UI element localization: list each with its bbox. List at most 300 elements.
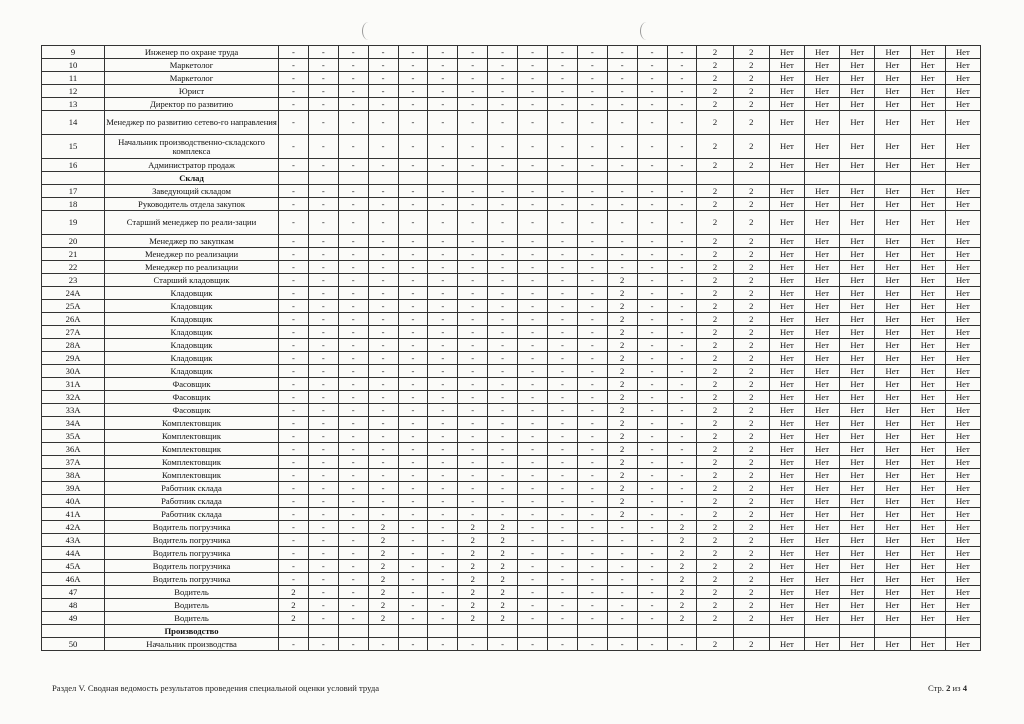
- value-cell: Нет: [945, 469, 980, 482]
- value-cell: -: [547, 547, 577, 560]
- value-cell: Нет: [840, 185, 875, 198]
- value-cell: Нет: [769, 326, 804, 339]
- value-cell: Нет: [875, 339, 910, 352]
- value-cell: -: [428, 430, 458, 443]
- value-cell: -: [398, 59, 428, 72]
- table-row: [42, 573, 981, 586]
- value-cell: -: [637, 326, 667, 339]
- value-cell: 2: [458, 521, 488, 534]
- value-cell: Нет: [875, 547, 910, 560]
- value-cell: Нет: [875, 495, 910, 508]
- value-cell: 2: [368, 599, 398, 612]
- value-cell: -: [637, 185, 667, 198]
- value-cell: -: [667, 417, 697, 430]
- section-empty-cell: [488, 625, 518, 638]
- value-cell: -: [607, 98, 637, 111]
- table-row: [42, 430, 981, 443]
- value-cell: -: [488, 185, 518, 198]
- value-cell: -: [518, 198, 548, 211]
- value-cell: -: [398, 46, 428, 59]
- section-empty-cell: [840, 172, 875, 185]
- value-cell: -: [338, 638, 368, 651]
- value-cell: Нет: [804, 72, 839, 85]
- value-cell: -: [338, 72, 368, 85]
- job-title: Директор по развитию: [105, 98, 279, 111]
- value-cell: -: [547, 508, 577, 521]
- value-cell: Нет: [875, 391, 910, 404]
- value-cell: -: [368, 287, 398, 300]
- value-cell: -: [398, 198, 428, 211]
- value-cell: 2: [697, 547, 733, 560]
- value-cell: Нет: [875, 235, 910, 248]
- row-number: 16: [42, 159, 105, 172]
- value-cell: -: [278, 547, 308, 560]
- value-cell: -: [667, 300, 697, 313]
- value-cell: -: [308, 378, 338, 391]
- row-number: 10: [42, 59, 105, 72]
- value-cell: -: [428, 98, 458, 111]
- value-cell: -: [278, 159, 308, 172]
- value-cell: 2: [733, 365, 769, 378]
- value-cell: -: [547, 404, 577, 417]
- value-cell: Нет: [945, 638, 980, 651]
- value-cell: -: [667, 85, 697, 98]
- value-cell: -: [338, 417, 368, 430]
- value-cell: 2: [697, 534, 733, 547]
- value-cell: Нет: [875, 111, 910, 135]
- section-empty-cell: [733, 172, 769, 185]
- job-title: Водитель: [105, 612, 279, 625]
- value-cell: -: [488, 261, 518, 274]
- value-cell: -: [308, 339, 338, 352]
- row-number: 44А: [42, 547, 105, 560]
- value-cell: Нет: [945, 586, 980, 599]
- value-cell: 2: [733, 111, 769, 135]
- row-number: 21: [42, 248, 105, 261]
- value-cell: -: [518, 98, 548, 111]
- value-cell: -: [428, 586, 458, 599]
- row-number: 19: [42, 211, 105, 235]
- value-cell: Нет: [769, 185, 804, 198]
- value-cell: -: [607, 159, 637, 172]
- value-cell: -: [518, 72, 548, 85]
- value-cell: Нет: [910, 85, 945, 98]
- row-number: 27А: [42, 326, 105, 339]
- value-cell: -: [577, 300, 607, 313]
- value-cell: Нет: [769, 46, 804, 59]
- value-cell: -: [547, 300, 577, 313]
- value-cell: -: [547, 352, 577, 365]
- value-cell: -: [428, 111, 458, 135]
- value-cell: -: [428, 638, 458, 651]
- value-cell: 2: [697, 274, 733, 287]
- value-cell: Нет: [840, 612, 875, 625]
- value-cell: -: [398, 456, 428, 469]
- value-cell: -: [637, 378, 667, 391]
- value-cell: 2: [733, 521, 769, 534]
- value-cell: -: [428, 313, 458, 326]
- value-cell: Нет: [804, 46, 839, 59]
- value-cell: 2: [458, 599, 488, 612]
- section-title: Склад: [105, 172, 279, 185]
- table-row: [42, 46, 981, 59]
- value-cell: -: [278, 274, 308, 287]
- value-cell: -: [278, 300, 308, 313]
- value-cell: -: [308, 248, 338, 261]
- section-empty-cell: [458, 625, 488, 638]
- value-cell: -: [488, 198, 518, 211]
- value-cell: -: [577, 586, 607, 599]
- value-cell: -: [368, 185, 398, 198]
- value-cell: Нет: [945, 339, 980, 352]
- value-cell: -: [637, 560, 667, 573]
- value-cell: -: [278, 365, 308, 378]
- value-cell: -: [338, 534, 368, 547]
- value-cell: -: [338, 339, 368, 352]
- value-cell: -: [398, 248, 428, 261]
- value-cell: Нет: [840, 111, 875, 135]
- value-cell: Нет: [840, 391, 875, 404]
- value-cell: 2: [607, 404, 637, 417]
- value-cell: -: [637, 365, 667, 378]
- value-cell: 2: [733, 586, 769, 599]
- value-cell: -: [368, 98, 398, 111]
- value-cell: 2: [368, 534, 398, 547]
- value-cell: 2: [458, 534, 488, 547]
- value-cell: Нет: [804, 274, 839, 287]
- value-cell: Нет: [945, 248, 980, 261]
- value-cell: -: [488, 469, 518, 482]
- value-cell: -: [308, 72, 338, 85]
- value-cell: Нет: [945, 521, 980, 534]
- value-cell: -: [458, 135, 488, 159]
- job-title: Маркетолог: [105, 59, 279, 72]
- job-title: Кладовщик: [105, 300, 279, 313]
- value-cell: -: [428, 508, 458, 521]
- section-empty-cell: [637, 625, 667, 638]
- job-title: Водитель погрузчика: [105, 560, 279, 573]
- job-title: Маркетолог: [105, 72, 279, 85]
- value-cell: -: [547, 235, 577, 248]
- value-cell: -: [667, 638, 697, 651]
- value-cell: Нет: [804, 339, 839, 352]
- value-cell: Нет: [769, 339, 804, 352]
- value-cell: 2: [697, 638, 733, 651]
- value-cell: -: [278, 495, 308, 508]
- value-cell: 2: [733, 495, 769, 508]
- value-cell: 2: [733, 508, 769, 521]
- value-cell: -: [308, 198, 338, 211]
- section-empty-cell: [769, 172, 804, 185]
- value-cell: Нет: [945, 430, 980, 443]
- row-number: 28А: [42, 339, 105, 352]
- value-cell: -: [338, 198, 368, 211]
- value-cell: -: [488, 352, 518, 365]
- value-cell: -: [488, 59, 518, 72]
- value-cell: -: [518, 185, 548, 198]
- value-cell: -: [368, 159, 398, 172]
- section-number-cell: [42, 625, 105, 638]
- value-cell: Нет: [910, 135, 945, 159]
- value-cell: -: [577, 261, 607, 274]
- row-number: 50: [42, 638, 105, 651]
- job-title: Комплектовщик: [105, 456, 279, 469]
- value-cell: Нет: [769, 378, 804, 391]
- value-cell: -: [518, 508, 548, 521]
- value-cell: -: [667, 508, 697, 521]
- value-cell: Нет: [875, 443, 910, 456]
- value-cell: -: [577, 326, 607, 339]
- value-cell: 2: [733, 198, 769, 211]
- value-cell: -: [368, 508, 398, 521]
- value-cell: -: [458, 300, 488, 313]
- value-cell: -: [547, 521, 577, 534]
- value-cell: Нет: [840, 274, 875, 287]
- value-cell: -: [398, 534, 428, 547]
- value-cell: -: [607, 85, 637, 98]
- value-cell: -: [577, 482, 607, 495]
- row-number: 36А: [42, 443, 105, 456]
- value-cell: 2: [733, 326, 769, 339]
- value-cell: 2: [697, 185, 733, 198]
- value-cell: Нет: [804, 111, 839, 135]
- job-title: Руководитель отдела закупок: [105, 198, 279, 211]
- value-cell: -: [577, 339, 607, 352]
- value-cell: Нет: [875, 417, 910, 430]
- value-cell: Нет: [875, 430, 910, 443]
- value-cell: -: [338, 573, 368, 586]
- value-cell: -: [338, 599, 368, 612]
- value-cell: -: [518, 85, 548, 98]
- value-cell: -: [667, 98, 697, 111]
- value-cell: 2: [733, 313, 769, 326]
- value-cell: -: [577, 638, 607, 651]
- job-title: Заведующий складом: [105, 185, 279, 198]
- value-cell: -: [428, 59, 458, 72]
- section-empty-cell: [769, 625, 804, 638]
- value-cell: -: [667, 326, 697, 339]
- value-cell: Нет: [875, 599, 910, 612]
- value-cell: -: [338, 159, 368, 172]
- value-cell: 2: [488, 573, 518, 586]
- row-number: 18: [42, 198, 105, 211]
- value-cell: Нет: [769, 391, 804, 404]
- value-cell: -: [577, 235, 607, 248]
- value-cell: Нет: [910, 521, 945, 534]
- job-title: Инженер по охране труда: [105, 46, 279, 59]
- value-cell: -: [428, 287, 458, 300]
- value-cell: -: [488, 72, 518, 85]
- value-cell: Нет: [945, 404, 980, 417]
- value-cell: Нет: [769, 300, 804, 313]
- value-cell: -: [308, 521, 338, 534]
- value-cell: Нет: [875, 612, 910, 625]
- value-cell: Нет: [945, 508, 980, 521]
- value-cell: -: [308, 300, 338, 313]
- value-cell: Нет: [875, 469, 910, 482]
- value-cell: Нет: [945, 198, 980, 211]
- value-cell: 2: [368, 560, 398, 573]
- value-cell: -: [278, 211, 308, 235]
- value-cell: -: [488, 159, 518, 172]
- value-cell: 2: [733, 378, 769, 391]
- value-cell: -: [488, 391, 518, 404]
- value-cell: -: [637, 46, 667, 59]
- value-cell: -: [368, 235, 398, 248]
- value-cell: -: [518, 560, 548, 573]
- value-cell: -: [338, 586, 368, 599]
- value-cell: Нет: [910, 404, 945, 417]
- value-cell: -: [577, 521, 607, 534]
- section-empty-cell: [368, 625, 398, 638]
- value-cell: -: [428, 326, 458, 339]
- value-cell: Нет: [840, 573, 875, 586]
- value-cell: Нет: [910, 111, 945, 135]
- value-cell: 2: [697, 365, 733, 378]
- value-cell: -: [368, 59, 398, 72]
- value-cell: Нет: [804, 248, 839, 261]
- value-cell: -: [547, 248, 577, 261]
- value-cell: -: [458, 430, 488, 443]
- value-cell: Нет: [769, 495, 804, 508]
- value-cell: 2: [733, 135, 769, 159]
- value-cell: -: [278, 508, 308, 521]
- value-cell: -: [518, 495, 548, 508]
- row-number: 42А: [42, 521, 105, 534]
- value-cell: Нет: [875, 638, 910, 651]
- value-cell: -: [458, 378, 488, 391]
- value-cell: -: [368, 495, 398, 508]
- value-cell: -: [637, 482, 667, 495]
- value-cell: -: [338, 85, 368, 98]
- value-cell: Нет: [840, 638, 875, 651]
- value-cell: Нет: [945, 365, 980, 378]
- value-cell: 2: [697, 456, 733, 469]
- value-cell: -: [338, 352, 368, 365]
- value-cell: -: [518, 300, 548, 313]
- value-cell: -: [398, 261, 428, 274]
- value-cell: 2: [607, 430, 637, 443]
- value-cell: -: [368, 404, 398, 417]
- value-cell: -: [488, 235, 518, 248]
- table-row: [42, 547, 981, 560]
- value-cell: -: [338, 430, 368, 443]
- section-empty-cell: [338, 625, 368, 638]
- value-cell: 2: [733, 98, 769, 111]
- value-cell: -: [398, 72, 428, 85]
- table-row: [42, 495, 981, 508]
- value-cell: -: [607, 612, 637, 625]
- value-cell: Нет: [769, 313, 804, 326]
- value-cell: -: [428, 185, 458, 198]
- value-cell: Нет: [910, 573, 945, 586]
- value-cell: -: [518, 339, 548, 352]
- row-number: 49: [42, 612, 105, 625]
- value-cell: 2: [368, 547, 398, 560]
- value-cell: -: [338, 98, 368, 111]
- value-cell: Нет: [910, 300, 945, 313]
- value-cell: Нет: [875, 72, 910, 85]
- value-cell: 2: [697, 352, 733, 365]
- value-cell: -: [428, 261, 458, 274]
- value-cell: Нет: [945, 391, 980, 404]
- value-cell: 2: [697, 261, 733, 274]
- value-cell: -: [458, 274, 488, 287]
- value-cell: 2: [667, 521, 697, 534]
- value-cell: Нет: [840, 560, 875, 573]
- value-cell: -: [368, 430, 398, 443]
- value-cell: -: [488, 326, 518, 339]
- value-cell: -: [547, 417, 577, 430]
- value-cell: -: [458, 339, 488, 352]
- value-cell: -: [308, 586, 338, 599]
- value-cell: Нет: [910, 313, 945, 326]
- value-cell: Нет: [945, 85, 980, 98]
- value-cell: Нет: [769, 59, 804, 72]
- value-cell: -: [458, 638, 488, 651]
- value-cell: -: [428, 198, 458, 211]
- value-cell: -: [278, 534, 308, 547]
- value-cell: 2: [697, 430, 733, 443]
- value-cell: -: [458, 211, 488, 235]
- value-cell: 2: [488, 560, 518, 573]
- value-cell: -: [428, 534, 458, 547]
- table-row: [42, 560, 981, 573]
- value-cell: Нет: [840, 456, 875, 469]
- value-cell: -: [518, 456, 548, 469]
- value-cell: -: [488, 365, 518, 378]
- value-cell: Нет: [804, 313, 839, 326]
- value-cell: Нет: [804, 391, 839, 404]
- value-cell: Нет: [769, 482, 804, 495]
- value-cell: -: [428, 404, 458, 417]
- value-cell: -: [667, 430, 697, 443]
- value-cell: Нет: [804, 638, 839, 651]
- value-cell: Нет: [840, 339, 875, 352]
- value-cell: Нет: [769, 287, 804, 300]
- job-title: Комплектовщик: [105, 443, 279, 456]
- value-cell: 2: [733, 443, 769, 456]
- value-cell: 2: [697, 326, 733, 339]
- value-cell: Нет: [769, 521, 804, 534]
- value-cell: Нет: [804, 482, 839, 495]
- job-title: Менеджер по реализации: [105, 261, 279, 274]
- value-cell: -: [398, 495, 428, 508]
- value-cell: -: [667, 469, 697, 482]
- value-cell: -: [518, 211, 548, 235]
- value-cell: -: [308, 352, 338, 365]
- value-cell: -: [338, 456, 368, 469]
- value-cell: 2: [368, 586, 398, 599]
- table-row: [42, 443, 981, 456]
- value-cell: Нет: [840, 98, 875, 111]
- job-title: Фасовщик: [105, 404, 279, 417]
- row-number: 45А: [42, 560, 105, 573]
- value-cell: -: [398, 85, 428, 98]
- section-header-row: [42, 172, 981, 185]
- value-cell: -: [488, 417, 518, 430]
- value-cell: -: [428, 417, 458, 430]
- value-cell: -: [308, 638, 338, 651]
- value-cell: Нет: [840, 430, 875, 443]
- table-row: [42, 72, 981, 85]
- value-cell: Нет: [840, 261, 875, 274]
- value-cell: Нет: [769, 456, 804, 469]
- value-cell: -: [547, 456, 577, 469]
- value-cell: -: [547, 85, 577, 98]
- value-cell: Нет: [910, 547, 945, 560]
- value-cell: Нет: [945, 300, 980, 313]
